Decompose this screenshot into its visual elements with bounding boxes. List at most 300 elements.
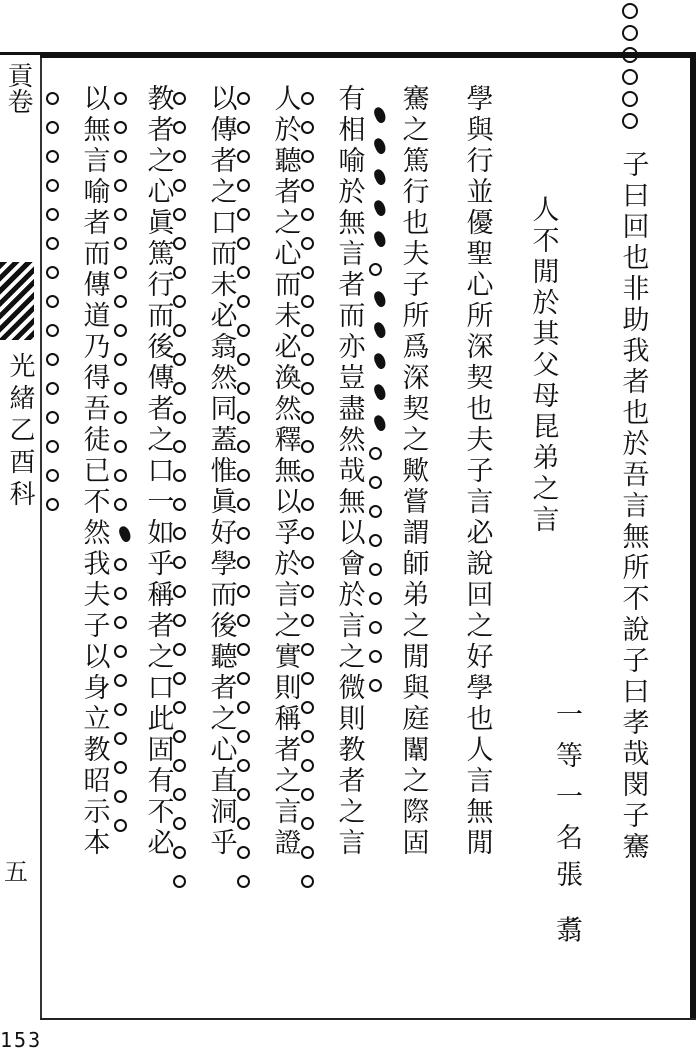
char: 哉 — [338, 456, 366, 487]
punctuation-circle — [369, 679, 382, 692]
char: 言 — [274, 797, 302, 828]
char: 洞 — [210, 797, 238, 828]
author-rank-text: 一等一名 — [551, 700, 582, 864]
punctuation-circle — [301, 585, 314, 598]
punctuation-circle — [301, 730, 314, 743]
char: 有 — [338, 84, 366, 115]
punctuation-dot — [372, 352, 388, 371]
text-column-4 — [398, 84, 434, 859]
punctuation-circle — [369, 263, 382, 276]
char: 閔 — [622, 770, 650, 801]
punctuation-dot — [372, 137, 388, 156]
char: 騫 — [622, 832, 650, 863]
punctuation-circle — [301, 382, 314, 395]
char: 之 — [274, 611, 302, 642]
punctuation-circle — [237, 846, 250, 859]
char: 嘗 — [402, 487, 430, 518]
punctuation-circle — [46, 324, 59, 337]
char: 如 — [147, 518, 175, 549]
circle-marks-column-6 — [46, 84, 59, 519]
punctuation-circle — [173, 353, 186, 366]
punctuation-circle — [301, 92, 314, 105]
punctuation-circle — [46, 353, 59, 366]
char: 心 — [210, 735, 238, 766]
char: 乎 — [147, 549, 175, 580]
char: 子 — [622, 646, 650, 677]
char: 也 — [466, 394, 494, 425]
char: 眞 — [147, 208, 175, 239]
punctuation-circle — [301, 208, 314, 221]
char: 優 — [466, 208, 494, 239]
punctuation-circle — [237, 701, 250, 714]
char: 騫 — [402, 84, 430, 115]
punctuation-circle — [114, 732, 127, 745]
punctuation-dot — [372, 383, 388, 402]
punctuation-circle — [114, 179, 127, 192]
side-number: 五 — [4, 858, 28, 886]
punctuation-circle — [173, 672, 186, 685]
char: 也 — [622, 243, 650, 274]
char: 行 — [147, 270, 175, 301]
char: 之 — [274, 766, 302, 797]
char: 子 — [402, 270, 430, 301]
char: 未 — [210, 270, 238, 301]
punctuation-circle — [301, 788, 314, 801]
char: 夫 — [466, 425, 494, 456]
char: 人 — [532, 195, 560, 226]
punctuation-circle — [237, 266, 250, 279]
punctuation-circle — [237, 150, 250, 163]
char: 闈 — [402, 735, 430, 766]
char: 必 — [147, 828, 175, 859]
char: 我 — [83, 549, 111, 580]
char: 之 — [466, 611, 494, 642]
char: 而 — [83, 239, 111, 270]
char: 有 — [147, 766, 175, 797]
char: 與 — [466, 115, 494, 146]
punctuation-circle — [237, 382, 250, 395]
char: 無 — [274, 456, 302, 487]
char: 稱 — [274, 704, 302, 735]
char: 以 — [83, 84, 111, 115]
char: 師 — [402, 549, 430, 580]
char: 吾 — [622, 460, 650, 491]
char: 助 — [622, 305, 650, 336]
char: 必 — [210, 301, 238, 332]
char: 非 — [622, 274, 650, 305]
char: 無 — [83, 115, 111, 146]
punctuation-circle — [237, 92, 250, 105]
char: 一 — [147, 487, 175, 518]
char: 者 — [147, 611, 175, 642]
char: 已 — [83, 456, 111, 487]
char: 而 — [210, 580, 238, 611]
punctuation-circle — [301, 150, 314, 163]
char: 徒 — [83, 425, 111, 456]
char: 所 — [466, 301, 494, 332]
punctuation-circle — [173, 817, 186, 830]
char: 傳 — [147, 363, 175, 394]
punctuation-circle — [114, 237, 127, 250]
circle-marks-column-2 — [301, 84, 314, 896]
char: 則 — [274, 673, 302, 704]
frame-left-top-border — [0, 52, 42, 55]
punctuation-circle — [114, 674, 127, 687]
char: 也 — [466, 704, 494, 735]
char: 固 — [147, 735, 175, 766]
punctuation-circle — [173, 614, 186, 627]
punctuation-circle — [173, 846, 186, 859]
punctuation-circle — [46, 92, 59, 105]
char: 得 — [83, 363, 111, 394]
char: 庭 — [402, 704, 430, 735]
punctuation-circle — [114, 266, 127, 279]
punctuation-circle — [114, 324, 127, 337]
punctuation-circle — [173, 92, 186, 105]
page-number: 153 — [0, 1028, 43, 1052]
char: 必 — [274, 332, 302, 363]
punctuation-circle — [173, 875, 186, 888]
char: 者 — [210, 146, 238, 177]
char: 之 — [147, 146, 175, 177]
punctuation-circle — [173, 643, 186, 656]
char: 也 — [402, 208, 430, 239]
char: 直 — [210, 766, 238, 797]
char: 子 — [83, 611, 111, 642]
char: 必 — [466, 518, 494, 549]
char: 傳 — [210, 115, 238, 146]
char: 言 — [532, 505, 560, 536]
char: 昆 — [532, 412, 560, 443]
punctuation-circle — [369, 621, 382, 634]
char: 人 — [466, 735, 494, 766]
punctuation-circle — [114, 295, 127, 308]
punctuation-circle — [237, 208, 250, 221]
punctuation-circle — [46, 411, 59, 424]
char: 本 — [83, 828, 111, 859]
punctuation-circle — [301, 411, 314, 424]
punctuation-dot — [372, 414, 388, 433]
punctuation-circle — [301, 556, 314, 569]
char: 聽 — [274, 146, 302, 177]
char: 孚 — [274, 518, 302, 549]
char: 喻 — [338, 146, 366, 177]
char: 釋 — [274, 425, 302, 456]
char: 盡 — [338, 394, 366, 425]
char: 吾 — [83, 394, 111, 425]
punctuation-circle — [173, 440, 186, 453]
punctuation-circle — [114, 761, 127, 774]
char: 之 — [210, 177, 238, 208]
punctuation-circle — [237, 440, 250, 453]
char: 翕 — [210, 332, 238, 363]
char: 於 — [338, 177, 366, 208]
char: 之 — [274, 208, 302, 239]
punctuation-circle — [237, 730, 250, 743]
punctuation-circle — [173, 324, 186, 337]
char: 說 — [466, 549, 494, 580]
punctuation-circle — [173, 237, 186, 250]
punctuation-circle — [301, 237, 314, 250]
text-column-3 — [462, 84, 498, 859]
punctuation-circle — [114, 819, 127, 832]
char: 契 — [402, 394, 430, 425]
char: 教 — [147, 84, 175, 115]
char: 眞 — [210, 487, 238, 518]
char: 夫 — [402, 239, 430, 270]
char: 閒 — [466, 828, 494, 859]
char: 夫 — [83, 580, 111, 611]
punctuation-circle — [237, 875, 250, 888]
punctuation-circle — [237, 585, 250, 598]
punctuation-circle — [369, 592, 382, 605]
side-title: 貢卷 — [3, 62, 33, 114]
punctuation-circle — [114, 411, 127, 424]
char: 然 — [338, 425, 366, 456]
punctuation-circle — [301, 121, 314, 134]
char: 言 — [338, 611, 366, 642]
punctuation-circle — [301, 701, 314, 714]
binding-edge-pattern — [0, 262, 34, 340]
punctuation-circle — [369, 534, 382, 547]
punctuation-circle — [369, 476, 382, 489]
char: 立 — [83, 704, 111, 735]
punctuation-circle — [173, 295, 186, 308]
char: 父 — [532, 350, 560, 381]
author-name-text: 張 翥 — [551, 860, 582, 953]
punctuation-circle — [369, 447, 382, 460]
punctuation-circle — [114, 558, 127, 571]
char: 學 — [210, 549, 238, 580]
char: 回 — [466, 580, 494, 611]
punctuation-circle — [173, 788, 186, 801]
punctuation-circle — [173, 411, 186, 424]
char: 言 — [274, 580, 302, 611]
punctuation-circle — [46, 440, 59, 453]
char: 契 — [466, 363, 494, 394]
punctuation-circle — [237, 817, 250, 830]
char: 言 — [338, 239, 366, 270]
punctuation-circle — [114, 587, 127, 600]
punctuation-circle — [369, 505, 382, 518]
punctuation-circle — [301, 614, 314, 627]
char: 回 — [622, 212, 650, 243]
char: 說 — [622, 615, 650, 646]
punctuation-circle — [173, 498, 186, 511]
char: 後 — [210, 611, 238, 642]
char: 而 — [274, 270, 302, 301]
char: 言 — [622, 491, 650, 522]
char: 無 — [338, 208, 366, 239]
punctuation-circle — [301, 498, 314, 511]
char: 好 — [210, 518, 238, 549]
punctuation-circle — [301, 817, 314, 830]
char: 會 — [338, 549, 366, 580]
char: 子 — [622, 801, 650, 832]
punctuation-circle — [237, 237, 250, 250]
char: 渙 — [274, 363, 302, 394]
punctuation-circle — [173, 179, 186, 192]
circle-marks-column-1 — [365, 100, 385, 700]
char: 相 — [338, 115, 366, 146]
char: 於 — [622, 429, 650, 460]
punctuation-circle — [114, 353, 127, 366]
punctuation-circle — [301, 295, 314, 308]
punctuation-circle — [237, 121, 250, 134]
char: 歟 — [402, 456, 430, 487]
punctuation-circle — [114, 121, 127, 134]
punctuation-circle — [114, 150, 127, 163]
char: 喻 — [83, 177, 111, 208]
char: 於 — [338, 580, 366, 611]
char: 之 — [402, 115, 430, 146]
char: 曰 — [622, 181, 650, 212]
punctuation-circle — [46, 150, 59, 163]
punctuation-dot — [372, 168, 388, 187]
punctuation-circle — [114, 790, 127, 803]
char: 之 — [147, 642, 175, 673]
char: 謂 — [402, 518, 430, 549]
punctuation-circle — [114, 382, 127, 395]
char: 行 — [466, 146, 494, 177]
char: 之 — [338, 642, 366, 673]
punctuation-circle — [301, 353, 314, 366]
char: 深 — [402, 363, 430, 394]
punctuation-circle — [173, 382, 186, 395]
punctuation-circle — [237, 498, 250, 511]
char: 而 — [338, 301, 366, 332]
punctuation-circle — [173, 208, 186, 221]
char: 者 — [210, 673, 238, 704]
author-rank — [548, 700, 584, 864]
circle-marks-column-3 — [237, 84, 250, 896]
char: 者 — [147, 394, 175, 425]
char: 心 — [466, 270, 494, 301]
punctuation-circle — [301, 759, 314, 772]
char: 好 — [466, 642, 494, 673]
char: 深 — [466, 332, 494, 363]
char: 母 — [532, 381, 560, 412]
char: 傳 — [83, 270, 111, 301]
punctuation-circle — [114, 645, 127, 658]
punctuation-circle — [237, 672, 250, 685]
char: 閒 — [402, 642, 430, 673]
char: 於 — [532, 288, 560, 319]
char: 未 — [274, 301, 302, 332]
punctuation-circle — [173, 759, 186, 772]
char: 乃 — [83, 332, 111, 363]
punctuation-circle — [173, 556, 186, 569]
char: 後 — [147, 332, 175, 363]
punctuation-circle — [369, 650, 382, 663]
author-name — [548, 860, 584, 953]
char: 不 — [83, 487, 111, 518]
punctuation-circle — [114, 440, 127, 453]
punctuation-circle — [173, 730, 186, 743]
punctuation-circle — [237, 324, 250, 337]
char: 而 — [147, 301, 175, 332]
char: 也 — [622, 398, 650, 429]
char: 者 — [338, 766, 366, 797]
punctuation-circle — [173, 701, 186, 714]
char: 無 — [466, 797, 494, 828]
char: 此 — [147, 704, 175, 735]
char: 實 — [274, 642, 302, 673]
char: 之 — [147, 425, 175, 456]
char: 者 — [274, 735, 302, 766]
punctuation-circle — [301, 324, 314, 337]
punctuation-circle — [46, 237, 59, 250]
char: 學 — [466, 84, 494, 115]
char: 之 — [210, 704, 238, 735]
text-column-2 — [528, 195, 564, 536]
char: 道 — [83, 301, 111, 332]
char: 者 — [147, 115, 175, 146]
punctuation-circle — [237, 788, 250, 801]
punctuation-circle — [301, 469, 314, 482]
char: 不 — [622, 584, 650, 615]
char: 昭 — [83, 766, 111, 797]
punctuation-circle — [114, 208, 127, 221]
punctuation-dot — [372, 290, 388, 309]
punctuation-circle — [301, 179, 314, 192]
char: 言 — [466, 487, 494, 518]
char: 之 — [338, 797, 366, 828]
punctuation-circle — [237, 614, 250, 627]
punctuation-circle — [114, 92, 127, 105]
punctuation-circle — [301, 643, 314, 656]
char: 不 — [147, 797, 175, 828]
punctuation-dot — [372, 230, 388, 249]
char: 身 — [83, 673, 111, 704]
char: 以 — [210, 84, 238, 115]
char: 弟 — [402, 580, 430, 611]
punctuation-circle — [237, 643, 250, 656]
punctuation-circle — [237, 295, 250, 308]
char: 聖 — [466, 239, 494, 270]
char: 人 — [274, 84, 302, 115]
char: 口 — [147, 673, 175, 704]
char: 不 — [532, 226, 560, 257]
char: 言 — [466, 766, 494, 797]
punctuation-circle — [237, 411, 250, 424]
circle-marks-column-5 — [110, 84, 130, 840]
punctuation-circle — [173, 527, 186, 540]
punctuation-circle — [301, 846, 314, 859]
char: 證 — [274, 828, 302, 859]
char: 然 — [83, 518, 111, 549]
punctuation-circle — [301, 875, 314, 888]
char: 言 — [338, 828, 366, 859]
char: 其 — [532, 319, 560, 350]
char: 我 — [622, 336, 650, 367]
char: 示 — [83, 797, 111, 828]
punctuation-circle — [114, 616, 127, 629]
char: 心 — [274, 239, 302, 270]
char: 之 — [402, 766, 430, 797]
char: 言 — [83, 146, 111, 177]
punctuation-circle — [46, 295, 59, 308]
char: 無 — [622, 522, 650, 553]
char: 固 — [402, 828, 430, 859]
char: 惟 — [210, 456, 238, 487]
char: 蓋 — [210, 425, 238, 456]
punctuation-circle — [46, 382, 59, 395]
punctuation-circle — [237, 556, 250, 569]
punctuation-circle — [114, 703, 127, 716]
char: 曰 — [622, 677, 650, 708]
char: 以 — [274, 487, 302, 518]
